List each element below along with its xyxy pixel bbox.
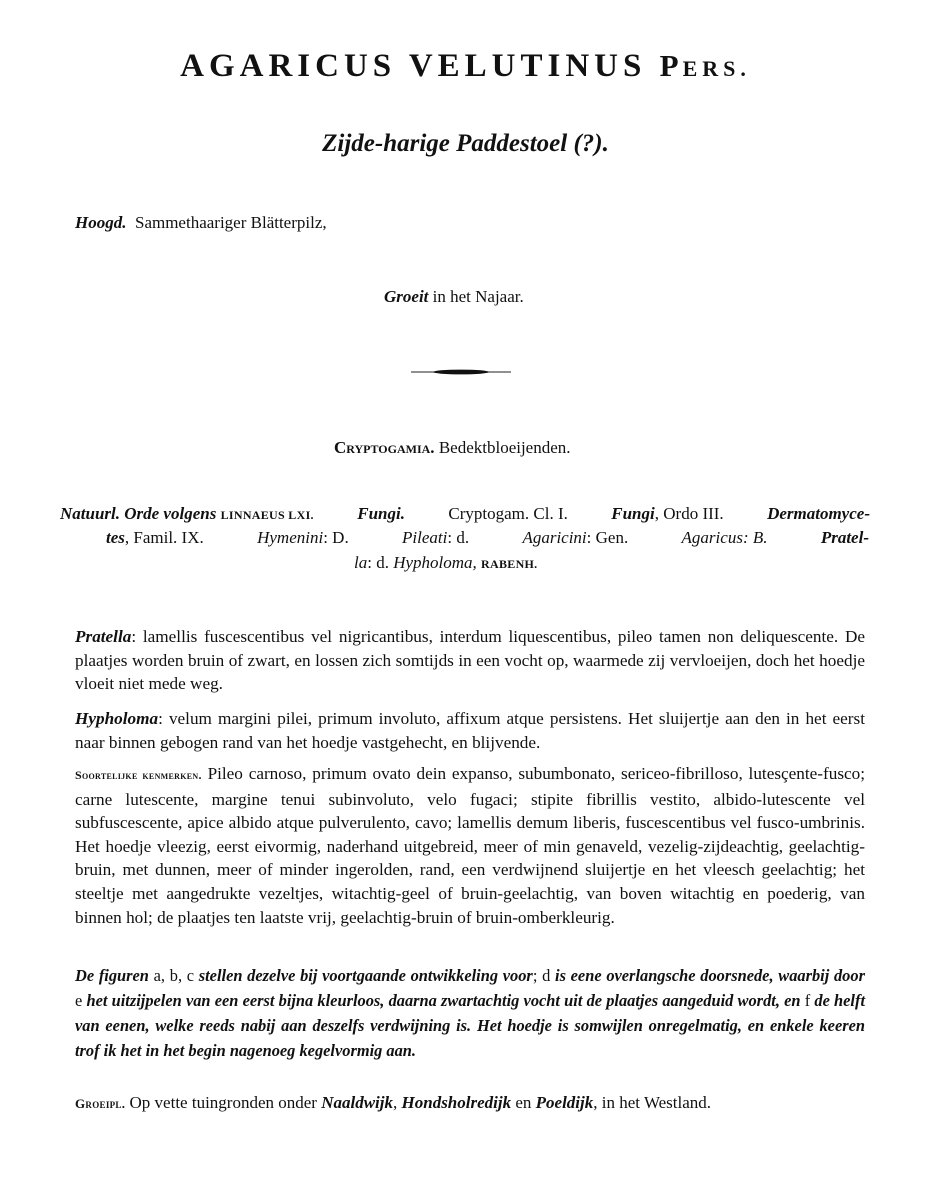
class-label: Cryptogamia. (334, 438, 435, 457)
natuurl-2a: tes (106, 528, 125, 547)
class-text: Bedektbloeijenden. (438, 438, 571, 457)
natuurl-2k: Pratel- (820, 528, 869, 547)
groeit-line (384, 287, 524, 307)
hoogd-name: Sammethaariger Blätterpilz, (134, 213, 327, 232)
fig-letter-c: c (186, 966, 195, 985)
natuurl-1b: LINNAEUS LXI. (220, 508, 314, 522)
natuurl-1d: Cryptogam. Cl. I. (448, 504, 568, 523)
fig-letter-e: e (75, 991, 83, 1010)
fig-letter-a: a (153, 966, 161, 985)
figuren-p3: is eene overlangsche doorsnede, waarbij door (555, 966, 865, 985)
pratella-label: Pratella (75, 627, 132, 646)
dutch-name: Zijde-harige Paddestoel (?). (322, 130, 609, 157)
ornament-divider (411, 369, 511, 375)
natuurl-2f: : d. (447, 528, 470, 547)
class-line (334, 438, 571, 458)
natuurl-line-1 (60, 504, 870, 524)
natuurl-2c: Hymenini (257, 528, 324, 547)
fig-letter-b: b (169, 966, 178, 985)
pratella-text: : lamellis fuscescentibus vel nigricantibus, interdum liquescentibus, pileo tamen non deliquescente. De plaatjes worden bruin of zwart, en lossen zich somtijds in een vocht op, waarmede zij vervloeijen, doch het hoedje vloeit niet mede weg. (75, 627, 865, 694)
hoogd-label: Hoogd. (75, 213, 127, 232)
kenmerken-label: Soortelijke kenmerken. (75, 768, 202, 782)
figuren-p5: de helft van eenen, welke reeds nabij aan deszelfs verdwijning is. Het hoedje is somwijlen onregelmatig, en enkele keeren trof ik het in het begin nagenoeg kegelvormig aan. (75, 991, 865, 1060)
natuurl-2j: : B. (742, 528, 768, 547)
kenmerken-text: Pileo carnoso, primum ovato dein expanso, subumbonato, sericeo-fibrilloso, lutesçente-fusco; carne lutescente, margine tenui subinvoluto, velo fugaci; stipite fibrillis vestito, albido-lutescente vel subfuscescente, apice albido atque pulverulento, cavo; lamellis demum liberis, fuscescentibus vel fusco-umbrinis. Het hoedje vleezig, eerst eivormig, naderhand uitgebreid, meer of min genaveld, vezelig-zijdeachtig, geelachtig-bruin, met dunnen, meer of minder ingerolden, rand, een verdwijnend sluijertje en het vleesch geelachtig; het steeltje met aangedrukte vezeltjes, witachtig-geel of bruin-geelachtig, van boven witachtig en poederig, van binnen hol; de plaatjes ten laatste vrij, geelachtig-bruin of bruin-omberkleurig. (75, 764, 865, 927)
groeipl-t2: , (393, 1093, 398, 1112)
hypholoma-text: : velum margini pilei, primum involuto, affixum atque persistens. Het sluijertje aan den in het eerst naar binnen gebogen rand van het hoedje vastgehecht, en blijvende. (75, 709, 865, 752)
title-species: VELUTINUS (408, 48, 647, 84)
hypholoma-label: Hypholoma (75, 709, 159, 728)
title-author-rest: ERS. (682, 56, 751, 81)
page-title (0, 48, 931, 85)
natuurl-1e: Fungi (611, 504, 655, 523)
natuurl-1a: Natuurl. Orde volgens (60, 504, 217, 523)
groeipl-line (75, 1093, 711, 1113)
natuurl-2i: Agaricus (681, 528, 743, 547)
groeit-label: Groeit (384, 287, 429, 306)
natuurl-1f: , Ordo III. (654, 504, 724, 523)
title-author-cap: P (659, 48, 683, 83)
natuurl-2d: : D. (323, 528, 349, 547)
groeipl-t4: , in het Westland. (593, 1093, 712, 1112)
groeipl-place-3: Poeldijk (535, 1093, 594, 1112)
fig-letter-f: f (804, 991, 811, 1010)
title-genus: AGARICUS (180, 48, 397, 84)
natuurl-2g: Agaricini (522, 528, 587, 547)
groeipl-t1: Op vette tuingronden onder (129, 1093, 317, 1112)
groeipl-place-2: Hondsholredijk (401, 1093, 512, 1112)
natuurl-1g: Dermatomyce- (767, 504, 870, 523)
fig-letter-d: d (542, 966, 551, 985)
natuurl-2b: , Famil. IX. (124, 528, 204, 547)
natuurl-3d: RABENH. (481, 557, 538, 571)
pratella-paragraph (75, 625, 865, 696)
figuren-p4: het uitzijpelen van een eerst bijna kleurloos, daarna zwartachtig vocht uit de plaatjes aangeduid wordt, en (86, 991, 801, 1010)
figuren-p1: De figuren (75, 966, 149, 985)
figuren-p2: stellen dezelve bij voortgaande ontwikkeling voor (198, 966, 533, 985)
kenmerken-paragraph (75, 762, 865, 929)
natuurl-3a: la (354, 553, 368, 572)
natuurl-line-2 (106, 528, 869, 548)
hoogd-line (75, 213, 327, 233)
natuurl-3c: Hypholoma, (393, 553, 477, 572)
groeit-text: in het Najaar. (432, 287, 524, 306)
natuurl-1c: Fungi. (357, 504, 405, 523)
groeipl-label: Groeipl. (75, 1096, 126, 1111)
groeipl-t3: en (515, 1093, 532, 1112)
figuren-paragraph: De figuren a, b, c stellen dezelve bij voortgaande ontwikkeling voor; d is eene overlangsche doorsnede, waarbij door e het uitzijpelen van een eerst bijna kleurloos, daarna zwartachtig vocht uit de plaatjes aangeduid wordt, en f de helft van eenen, welke reeds nabij aan deszelfs verdwijning is. Het hoedje is somwijlen onregelmatig, en enkele keeren trof ik het in het begin nagenoeg kegelvormig aan. (75, 966, 865, 1060)
natuurl-2h: : Gen. (586, 528, 629, 547)
natuurl-2e: Pileati (402, 528, 448, 547)
natuurl-3b: : d. (367, 553, 389, 572)
natuurl-line-3 (354, 553, 538, 573)
hypholoma-paragraph (75, 707, 865, 754)
groeipl-place-1: Naaldwijk (321, 1093, 394, 1112)
